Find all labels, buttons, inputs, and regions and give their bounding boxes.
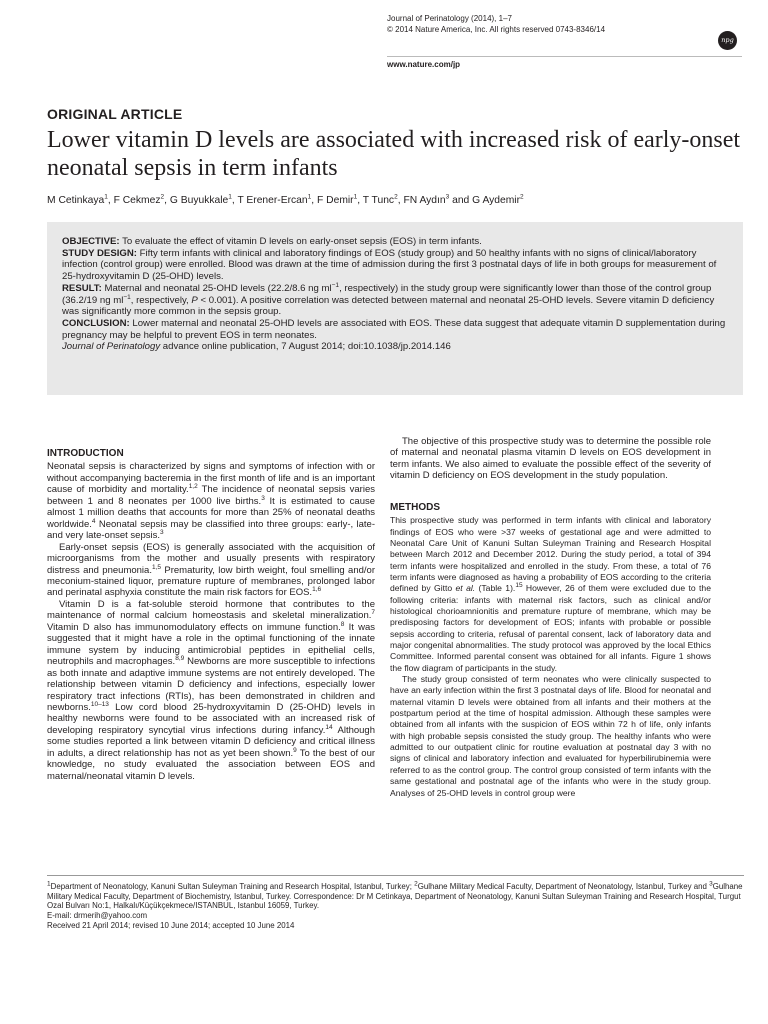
citation-ref[interactable]: 3 [160, 529, 164, 537]
paragraph-text: Neonatal sepsis may be classified into three groups: early-, late- and very late-onset sepsis. [47, 518, 375, 542]
author-affiliation: 3 [445, 193, 450, 201]
citation-ref[interactable]: 1,6 [312, 586, 322, 594]
citation-journal: Journal of Perinatology [62, 341, 161, 353]
author-name: FN Aydın [403, 195, 446, 206]
citation-ref[interactable]: 15 [515, 582, 523, 590]
paragraph-text: Low cord blood 25-hydroxyvitamin D (25-OHD) levels in healthy newborns were found to be associated with an increased risk of developing respiratory syncytial virus infections during infancy. [47, 701, 375, 736]
paragraph-text: The incidence of neonatal sepsis varies between 1 and 8 neonates per 1000 live births. [47, 484, 375, 507]
author-list [47, 194, 747, 207]
result-label: RESULT: [62, 282, 102, 294]
footnotes [47, 882, 744, 931]
received-dates: Received 21 April 2014; revised 10 June 2014; accepted 10 June 2014 [47, 920, 295, 930]
introduction-paragraph [47, 461, 375, 541]
aff-sup: 2 [414, 880, 418, 888]
author-affiliation: 2 [160, 193, 165, 201]
result-text: , respectively) in the study group were significantly lower than those of the control group (36.2/19 ng ml [62, 282, 712, 306]
author-separator: , [164, 195, 170, 206]
author-name: F Cekmez [113, 195, 161, 206]
citation-ref[interactable]: 1,2 [188, 483, 198, 491]
methods-paragraph [390, 674, 711, 799]
article-title: Lower vitamin D levels are associated with increased risk of early-onset neonatal sepsis in term infants [47, 127, 741, 181]
affiliation-text: Department of Neonatology, Kanuni Sultan Suleyman Training and Research Hospital, Istanbul, Turkey; [50, 882, 415, 891]
abstract-objective [62, 236, 730, 248]
objective-text: To evaluate the effect of vitamin D levels on early-onset sepsis (EOS) in term infants. [119, 236, 482, 247]
italic-text: et al. [455, 583, 476, 594]
footnote-divider [47, 875, 744, 876]
author-affiliation: 1 [353, 193, 358, 201]
citation-ref[interactable]: 14 [325, 723, 333, 731]
author-separator: , [107, 195, 114, 206]
author-affiliation: 2 [394, 193, 398, 201]
author-name: F Demir [317, 195, 354, 206]
citation-doi[interactable]: advance online publication, 7 August 2014; doi:10.1038/jp.2014.146 [160, 341, 451, 353]
conclusion-label: CONCLUSION: [62, 317, 130, 329]
citation-ref[interactable]: 8 [340, 620, 345, 628]
paragraph-text: Although some studies reported a link between vitamin D deficiency and critical illness in adults, a direct relationship has not as yet been shown. [47, 724, 376, 759]
abstract-study-design [62, 248, 730, 283]
paragraph-text: It was suggested that it might have a role in the optimal functioning of the innate immune system by inducing antimicrobial peptides in epithelial cells, neutrophils and macrophages. [47, 621, 376, 668]
author-name: G Aydemir [472, 195, 521, 206]
result-text: < 0.001). A positive correlation was detected between maternal and neonatal 25-OHD levels. Severe vitamin D deficiency was significantly more common in the sepsis group. [62, 294, 715, 318]
journal-header [387, 13, 605, 35]
result-sup: −1 [123, 293, 131, 301]
objective-paragraph: The objective of this prospective study was to determine the possible role of maternal and neonatal plasma vitamin D levels on EOS development in term infants. We also aimed to evaluate the possible effect of the severity of vitamin D deficiency on EOS development in the study population. [390, 436, 711, 482]
result-text: , respectively, [130, 294, 192, 306]
citation-ref[interactable]: 4 [91, 517, 96, 525]
author-name: M Cetinkaya [47, 195, 105, 206]
methods-text [390, 515, 711, 799]
author-affiliation: 1 [228, 193, 232, 201]
p-value-symbol: P [191, 294, 198, 306]
npg-logo: npg [718, 31, 737, 50]
methods-paragraph [390, 515, 711, 674]
citation-ref[interactable]: 1,5 [151, 563, 162, 571]
author-separator: , [231, 195, 238, 206]
study-design-label: STUDY DESIGN: [62, 247, 137, 259]
result-text: Maternal and neonatal 25-OHD levels (22.2/8.6 ng ml [101, 282, 332, 294]
study-design-text: Fifty term infants with clinical and laboratory findings of EOS (study group) and 50 healthy infants with no signs of clinical/laboratory infection (control group) were enrolled. Blood was drawn at the time of admission during the first 3 postnatal days of life in both groups for measurement of 25-hydroxyvitamin D (25-OHD) levels. [62, 247, 717, 283]
objective-label: OBJECTIVE: [62, 236, 120, 247]
paragraph-text: To the best of our knowledge, no study evaluated the association between EOS and maternal/neonatal vitamin D levels. [47, 747, 376, 782]
abstract-conclusion [62, 318, 730, 341]
abstract-citation [62, 341, 730, 353]
paragraph-text: Early-onset sepsis (EOS) is generally associated with the acquisition of microorganisms from the mother and usually presents with respiratory distress and pneumonia. [47, 541, 375, 576]
methods-heading: METHODS [390, 501, 440, 513]
author-separator: , [311, 195, 317, 206]
correspondence-email[interactable]: E-mail: drmerih@yahoo.com [47, 911, 148, 921]
aff-sup: 3 [709, 880, 713, 888]
citation-ref[interactable]: 7 [371, 609, 375, 617]
paragraph-text: However, 26 of them were excluded due to the following criteria: infants with maternal risk factors, such as clinical and/or histological chorioamnionitis and premature rupture of membrane, which may be predisposing factors for development of EOS; infants with probable or possible sepsis according to criteria, refusal of parental consent, lack of laboratory data and major congenital abnormalities. The study protocol was approved by the local Ethics Committee. Informed parental consent was obtained for all infants. Figure 1 shows the flow diagram of participants in the study. [390, 583, 711, 673]
author-separator: , [357, 195, 363, 206]
citation-ref[interactable]: 3 [261, 494, 265, 502]
paragraph-text: (Table 1). [475, 583, 516, 594]
result-sup: −1 [331, 281, 340, 289]
author-name: T Tunc [362, 195, 395, 206]
copyright-line: © 2014 Nature America, Inc. All rights reserved 0743-8346/14 [387, 25, 606, 34]
introduction-heading: INTRODUCTION [47, 448, 124, 459]
citation-ref[interactable]: 10–13 [90, 700, 109, 708]
aff-sup: 1 [47, 880, 51, 888]
article-type-label: ORIGINAL ARTICLE [47, 106, 183, 122]
abstract [62, 236, 730, 353]
conclusion-text: Lower maternal and neonatal 25-OHD levels are associated with EOS. These data suggest that adequate vitamin D supplementation during pregnancy may be helpful to prevent EOS in term neonates. [62, 317, 726, 341]
author-affiliation: 1 [104, 193, 108, 201]
author-affiliation: 1 [307, 193, 312, 201]
introduction-paragraph [47, 599, 375, 782]
citation-ref[interactable]: 9 [293, 746, 297, 754]
paragraph-text: Vitamin D also has immunomodulatory effects on immune function. [47, 621, 341, 633]
paragraph-text: This prospective study was performed in term infants with clinical and laboratory findings of EOS who were >37 weeks of gestational age and were admitted to Neonatal Care Unit of Kanuni Sultan Suleyman Training and Research Hospital between March 2012 and December 2012. During the study period, a total of 394 term infants were hospitalized and enrolled in the study. From these, a total of 76 term infants were diagnosed as having a probability of EOS according to the criteria defined by Gitto [390, 515, 711, 594]
affiliations [47, 882, 744, 911]
left-column [47, 448, 375, 782]
affiliation-text: Gulhane Military Medical Faculty, Department of Neonatology, Istanbul, Turkey and [417, 882, 710, 891]
paragraph-text: Neonatal sepsis is characterized by signs and symptoms of infection with or without accompanying bacteremia in the first month of life and is an important cause of morbidity and mortality. [47, 461, 375, 496]
author-name: T Erener-Ercan [237, 195, 308, 206]
author-separator: and [449, 195, 473, 206]
header-divider [387, 56, 742, 57]
author-separator: , [397, 195, 404, 206]
citation-ref[interactable]: 8,9 [175, 655, 185, 662]
introduction-paragraph [47, 542, 375, 599]
right-column [390, 436, 711, 799]
journal-citation: Journal of Perinatology (2014), 1–7 [387, 14, 512, 23]
affiliation-text: Gulhane Military Medical Faculty, Department of Biochemistry, Istanbul, Turkey. Correspondence: Dr M Cetinkaya, Department of Neonatology, Kanuni Sultan Suleyman Training and Research Hospital, Turgut Ozal Bulvarı No:1, Halkalı/Küçükçekmece/ISTANBUL, Istanbul 16059, Turkey. [47, 882, 743, 911]
journal-url-link[interactable]: www.nature.com/jp [387, 60, 461, 69]
paragraph-text: The study group consisted of term neonates who were clinically suspected to have an early infection within the first 3 postnatal days of life. Blood for neonatal and maternal vitamin D levels were obtained from all infants and their mothers at the postpartum period at the time of hospital admission. Although these samples were obtained from all infants with the suspicion of EOS within 72 h of life, only infants with high probable sepsis consisted the study group. The healthy infants who were admitted to our outpatient clinic for routine evaluation at postnatal day 3 with no signs of clinical and laboratory infection and evaluated for hyperbilirubinemia were referred to as the control group. The control group consisted of term infants with the same gestational and postnatal age of the infants who were in the study group. Analyses of 25-OHD levels in control group were [390, 674, 711, 798]
paragraph-text: Newborns are more susceptible to infections as both innate and adaptive immune systems are not entirely developed. The relationship between vitamin D deficiency and infections, especially lower respiratory tract infections (RTIs), has been demonstrated in children and newborns. [47, 656, 375, 713]
author-name: G Buyukkale [169, 195, 229, 206]
paragraph-text: It is estimated to cause almost 1 million deaths that accounts for more than 25% of neonatal deaths worldwide. [47, 495, 376, 530]
paragraph-text: Prematurity, low birth weight, foul smelling and/or meconium-stained liquor, premature rupture of membranes, prolonged labor and perinatal asphyxia constitute the main risk factors for EOS. [47, 564, 375, 599]
author-affiliation: 2 [520, 193, 524, 201]
abstract-result [62, 283, 730, 318]
paragraph-text: Vitamin D is a fat-soluble steroid hormone that contributes to the maintenance of normal calcium homeostasis and skeletal mineralization. [47, 598, 375, 622]
